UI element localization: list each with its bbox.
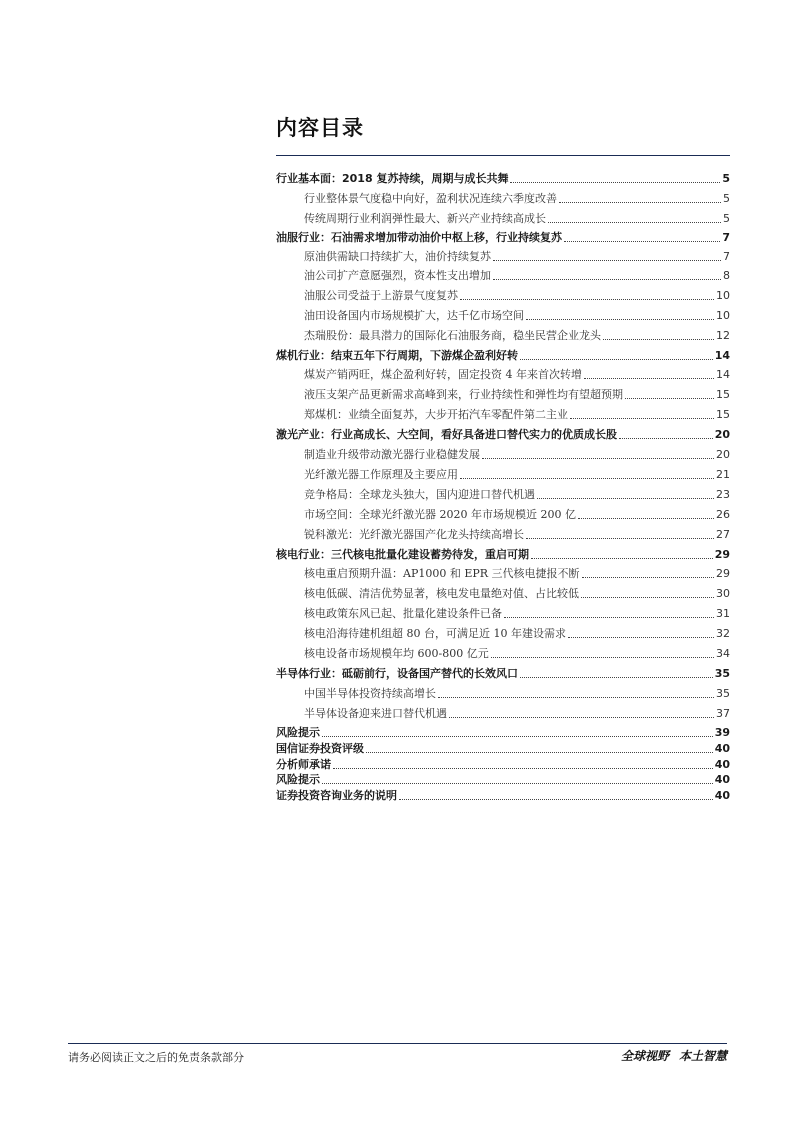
toc-leader-dots bbox=[482, 457, 714, 459]
toc-entry-page: 8 bbox=[723, 269, 730, 282]
toc-entry-label: 光纤激光器工作原理及主要应用 bbox=[304, 468, 458, 481]
toc-leader-dots bbox=[493, 259, 721, 261]
toc-entry-page: 14 bbox=[716, 368, 730, 381]
toc-entry[interactable] bbox=[276, 208, 730, 226]
toc-entry[interactable] bbox=[276, 265, 730, 283]
toc-entry-label: 激光产业：行业高成长、大空间，看好具备进口替代实力的优质成长股 bbox=[276, 428, 617, 441]
toc-entry[interactable] bbox=[276, 603, 730, 621]
toc-leader-dots bbox=[619, 437, 713, 439]
toc-leader-dots bbox=[526, 537, 714, 539]
toc-entry-label: 分析师承诺 bbox=[276, 758, 331, 771]
toc-entry-page: 35 bbox=[716, 687, 730, 700]
toc-entry[interactable] bbox=[276, 345, 730, 363]
toc-leader-dots bbox=[537, 497, 714, 499]
toc-entry[interactable] bbox=[276, 168, 730, 186]
toc-leader-dots bbox=[582, 576, 714, 578]
toc-leader-dots bbox=[564, 240, 720, 242]
toc-entry-label: 油服公司受益于上游景气度复苏 bbox=[304, 289, 458, 302]
toc-leader-dots bbox=[322, 735, 713, 737]
toc-entry-label: 核电重启预期升温：AP1000 和 EPR 三代核电捷报不断 bbox=[304, 567, 580, 580]
toc-entry-label: 油公司扩产意愿强烈，资本性支出增加 bbox=[304, 269, 491, 282]
toc-entry-label: 锐科激光：光纤激光器国产化龙头持续高增长 bbox=[304, 528, 524, 541]
toc-entry-label: 制造业升级带动激光器行业稳健发展 bbox=[304, 448, 480, 461]
toc-leader-dots bbox=[570, 417, 714, 419]
toc-entry-page: 31 bbox=[716, 607, 730, 620]
toc-leader-dots bbox=[526, 318, 714, 320]
toc-entry-label: 传统周期行业利润弹性最大、新兴产业持续高成长 bbox=[304, 212, 546, 225]
toc-leader-dots bbox=[548, 221, 721, 223]
toc-entry[interactable] bbox=[276, 404, 730, 422]
toc-entry-page: 39 bbox=[714, 726, 730, 739]
toc-entry-label: 核电低碳、清洁优势显著，核电发电量绝对值、占比较低 bbox=[304, 587, 579, 600]
toc-entry-page: 15 bbox=[716, 388, 730, 401]
toc-entry-label: 风险提示 bbox=[276, 726, 320, 739]
toc-leader-dots bbox=[460, 298, 714, 300]
toc-leader-dots bbox=[584, 377, 714, 379]
toc-entry[interactable] bbox=[276, 785, 730, 803]
toc-entry-page: 29 bbox=[714, 548, 730, 561]
toc-entry[interactable] bbox=[276, 524, 730, 542]
toc-leader-dots bbox=[520, 676, 713, 678]
footer-disclaimer: 请务必阅读正文之后的免责条款部分 bbox=[68, 1051, 244, 1064]
toc-entry-label: 市场空间：全球光纤激光器 2020 年市场规模近 200 亿 bbox=[304, 508, 576, 521]
toc-entry-page: 27 bbox=[716, 528, 730, 541]
toc-entry-page: 7 bbox=[723, 250, 730, 263]
toc-entry[interactable] bbox=[276, 325, 730, 343]
toc-entry[interactable] bbox=[276, 227, 730, 245]
page-title: 内容目录 bbox=[276, 116, 364, 140]
toc-entry-page: 40 bbox=[714, 789, 730, 802]
toc-entry-page: 10 bbox=[716, 289, 730, 302]
toc-entry[interactable] bbox=[276, 504, 730, 522]
toc-entry[interactable] bbox=[276, 663, 730, 681]
toc-entry-page: 7 bbox=[722, 231, 730, 244]
toc-entry-label: 核电行业：三代核电批量化建设蓄势待发，重启可期 bbox=[276, 548, 529, 561]
toc-entry[interactable] bbox=[276, 444, 730, 462]
footer-slogan bbox=[611, 1047, 727, 1064]
toc-entry-page: 40 bbox=[714, 758, 730, 771]
toc-entry-page: 21 bbox=[716, 468, 730, 481]
toc-entry[interactable] bbox=[276, 623, 730, 641]
toc-leader-dots bbox=[491, 656, 714, 658]
toc-entry-label: 原油供需缺口持续扩大，油价持续复苏 bbox=[304, 250, 491, 263]
toc-entry-label: 核电沿海待建机组超 80 台，可满足近 10 年建设需求 bbox=[304, 627, 566, 640]
toc-entry[interactable] bbox=[276, 683, 730, 701]
toc-entry[interactable] bbox=[276, 424, 730, 442]
toc-entry[interactable] bbox=[276, 583, 730, 601]
toc-entry[interactable] bbox=[276, 384, 730, 402]
toc-entry-label: 半导体行业：砥砺前行，设备国产替代的长效风口 bbox=[276, 667, 518, 680]
toc-entry-label: 中国半导体投资持续高增长 bbox=[304, 687, 436, 700]
toc-leader-dots bbox=[578, 517, 714, 519]
toc-entry-label: 核电设备市场规模年均 600-800 亿元 bbox=[304, 647, 489, 660]
toc-entry[interactable] bbox=[276, 464, 730, 482]
toc-entry-page: 12 bbox=[716, 329, 730, 342]
toc-leader-dots bbox=[322, 782, 713, 784]
toc-entry[interactable] bbox=[276, 544, 730, 562]
toc-entry-page: 23 bbox=[716, 488, 730, 501]
toc-entry[interactable] bbox=[276, 643, 730, 661]
toc-entry-page: 14 bbox=[714, 349, 730, 362]
toc-entry-page: 40 bbox=[714, 742, 730, 755]
toc-entry-label: 行业整体景气度稳中向好，盈利状况连续六季度改善 bbox=[304, 192, 557, 205]
toc-leader-dots bbox=[559, 201, 721, 203]
toc-entry[interactable] bbox=[276, 305, 730, 323]
toc-leader-dots bbox=[438, 696, 714, 698]
toc-entry-label: 油服行业：石油需求增加带动油价中枢上移，行业持续复苏 bbox=[276, 231, 562, 244]
toc-entry[interactable] bbox=[276, 563, 730, 581]
toc-leader-dots bbox=[581, 596, 714, 598]
toc-entry-page: 30 bbox=[716, 587, 730, 600]
toc-leader-dots bbox=[531, 557, 713, 559]
toc-entry-page: 34 bbox=[716, 647, 730, 660]
toc-entry-page: 15 bbox=[716, 408, 730, 421]
toc-leader-dots bbox=[460, 477, 714, 479]
toc-entry-page: 5 bbox=[723, 212, 730, 225]
toc-leader-dots bbox=[603, 338, 714, 340]
toc-entry-label: 行业基本面：2018 复苏持续，周期与成长共舞 bbox=[276, 172, 509, 185]
toc-entry-label: 液压支架产品更新需求高峰到来，行业持续性和弹性均有望超预期 bbox=[304, 388, 623, 401]
toc-leader-dots bbox=[520, 358, 713, 360]
footer-slogan-1: 全球视野 bbox=[620, 1049, 669, 1063]
footer-divider bbox=[68, 1043, 727, 1044]
toc-entry-page: 40 bbox=[714, 773, 730, 786]
toc-entry[interactable] bbox=[276, 703, 730, 721]
title-divider bbox=[276, 155, 730, 156]
toc-leader-dots bbox=[366, 751, 713, 753]
toc-entry-label: 竞争格局：全球龙头独大，国内迎进口替代机遇 bbox=[304, 488, 535, 501]
toc-entry-label: 半导体设备迎来进口替代机遇 bbox=[304, 707, 447, 720]
toc-leader-dots bbox=[568, 636, 714, 638]
toc-leader-dots bbox=[399, 798, 713, 800]
toc-entry[interactable] bbox=[276, 364, 730, 382]
toc-leader-dots bbox=[493, 278, 721, 280]
toc-entry[interactable] bbox=[276, 285, 730, 303]
toc-entry-label: 国信证券投资评级 bbox=[276, 742, 364, 755]
toc-entry-label: 杰瑞股份：最具潜力的国际化石油服务商，稳坐民营企业龙头 bbox=[304, 329, 601, 342]
toc-entry-label: 油田设备国内市场规模扩大，达千亿市场空间 bbox=[304, 309, 524, 322]
toc-entry-label: 证券投资咨询业务的说明 bbox=[276, 789, 397, 802]
toc-entry-page: 32 bbox=[716, 627, 730, 640]
toc-entry-page: 29 bbox=[716, 567, 730, 580]
toc-entry-label: 核电政策东风已起、批量化建设条件已备 bbox=[304, 607, 502, 620]
toc-entry[interactable] bbox=[276, 484, 730, 502]
toc-entry-label: 风险提示 bbox=[276, 773, 320, 786]
toc-entry-page: 20 bbox=[716, 448, 730, 461]
toc-entry-page: 5 bbox=[723, 192, 730, 205]
toc-entry-page: 5 bbox=[722, 172, 730, 185]
toc-leader-dots bbox=[625, 397, 714, 399]
toc-leader-dots bbox=[510, 181, 720, 183]
toc-entry[interactable] bbox=[276, 246, 730, 264]
toc-entry[interactable] bbox=[276, 188, 730, 206]
toc-entry-label: 煤机行业：结束五年下行周期，下游煤企盈利好转 bbox=[276, 349, 518, 362]
toc-entry-page: 35 bbox=[714, 667, 730, 680]
toc-entry-label: 郑煤机：业绩全面复苏，大步开拓汽车零配件第二主业 bbox=[304, 408, 568, 421]
toc-entry-page: 20 bbox=[714, 428, 730, 441]
toc-leader-dots bbox=[449, 716, 714, 718]
toc-leader-dots bbox=[504, 616, 714, 618]
toc-entry-label: 煤炭产销两旺，煤企盈利好转，固定投资 4 年来首次转增 bbox=[304, 368, 582, 381]
toc-entry-page: 37 bbox=[716, 707, 730, 720]
footer-slogan-2: 本土智慧 bbox=[678, 1049, 727, 1063]
toc-entry-page: 26 bbox=[716, 508, 730, 521]
toc-entry-page: 10 bbox=[716, 309, 730, 322]
